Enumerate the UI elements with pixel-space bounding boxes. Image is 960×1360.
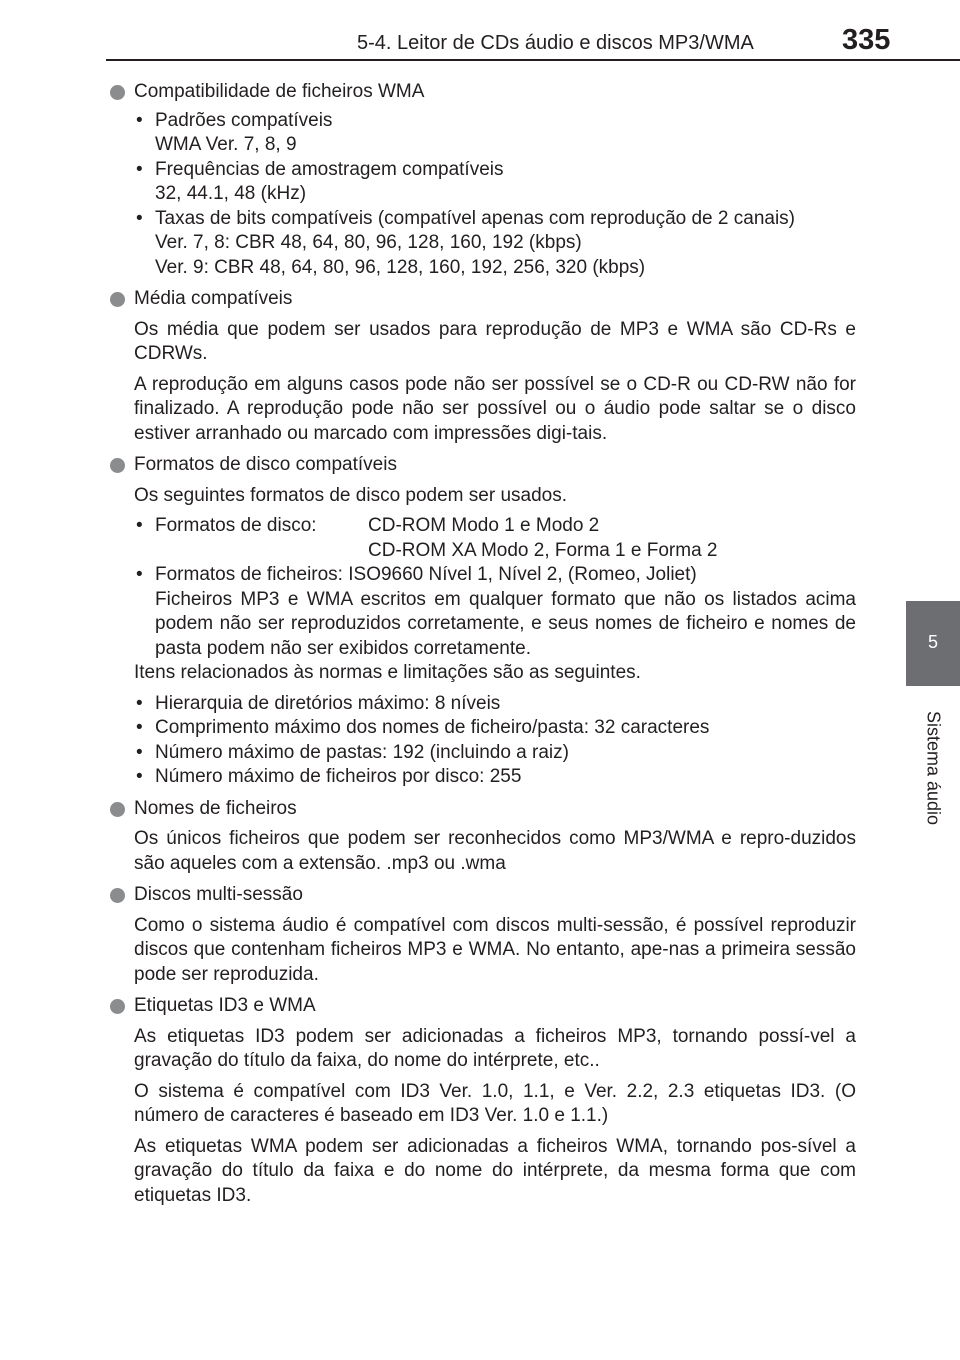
section-heading: Formatos de disco compatíveis bbox=[108, 453, 856, 478]
list-item bbox=[134, 514, 856, 563]
format-list bbox=[108, 514, 856, 661]
bullet-icon: • bbox=[136, 717, 143, 738]
section-multisession bbox=[108, 883, 856, 987]
bullet-icon: • bbox=[136, 564, 143, 585]
paragraph: O sistema é compatível com ID3 Ver. 1.0, 1.1, e Ver. 2.2, 2.3 etiquetas ID3. (O número de caracteres é baseado em ID3 Ver. 1.0 e 1.1.) bbox=[134, 1080, 856, 1126]
page-number: 335 bbox=[842, 24, 891, 56]
page-content bbox=[108, 80, 856, 1215]
list-item: • Formatos de ficheiros: ISO9660 Nível 1, Nível 2, (Romeo, Joliet) Ficheiros MP3 e WMA escritos em qualquer formato que não os listados acima podem não ser reproduzidos corretamente, e seus nomes de ficheiro e nomes de pasta podem não ser exibidos corretamente. bbox=[136, 564, 856, 659]
section-wma-compatibility bbox=[108, 80, 856, 280]
paragraph: A reprodução em alguns casos pode não ser possível se o CD-R ou CD-RW não for finalizado. A reprodução pode não ser possível ou o áudio pode saltar se o disco estiver arranhado ou marcado com impressões digi-tais. bbox=[134, 373, 856, 444]
paragraph: Os seguintes formatos de disco podem ser usados. bbox=[134, 484, 568, 506]
paragraph: Itens relacionados às normas e limitações são as seguintes. bbox=[134, 662, 641, 683]
bullet-dot-icon bbox=[110, 85, 125, 100]
paragraph: Os únicos ficheiros que podem ser reconhecidos como MP3/WMA e repro-duzidos são aqueles com a extensão. .mp3 ou .wma bbox=[134, 828, 856, 874]
section-heading: Nomes de ficheiros bbox=[108, 797, 856, 822]
section-heading: Discos multi-sessão bbox=[108, 883, 856, 908]
chapter-tab bbox=[906, 601, 960, 686]
section-heading: Compatibilidade de ficheiros WMA bbox=[108, 80, 856, 105]
disc-format-label: Formatos de disco: bbox=[155, 515, 317, 536]
header-divider bbox=[106, 59, 960, 61]
page-header bbox=[0, 0, 960, 60]
disc-format-value: CD-ROM XA Modo 2, Forma 1 e Forma 2 bbox=[368, 539, 718, 561]
paragraph: Os média que podem ser usados para reprodução de MP3 e WMA são CD-Rs e CDRWs. bbox=[134, 318, 856, 364]
paragraph: As etiquetas ID3 podem ser adicionadas a ficheiros MP3, tornando possí-vel a gravação do título da faixa, do nome do intérprete, etc.. bbox=[134, 1025, 856, 1071]
chapter-number: 5 bbox=[927, 632, 938, 652]
bullet-dot-icon bbox=[110, 802, 125, 817]
paragraph: As etiquetas WMA podem ser adicionadas a ficheiros WMA, tornando pos-sível a gravação do título da faixa e do nome do intérprete, da mesma forma que com etiquetas ID3. bbox=[134, 1135, 856, 1206]
paragraph: Como o sistema áudio é compatível com discos multi-sessão, é possível reproduzir discos que contenham ficheiros MP3 e WMA. No entanto, ape-nas a primeira sessão pode ser reproduzida. bbox=[134, 914, 856, 985]
section-heading: Média compatíveis bbox=[108, 287, 856, 312]
list-item: • Número máximo de pastas: 192 (incluindo a raiz) bbox=[134, 741, 856, 766]
list-item: • Hierarquia de diretórios máximo: 8 níveis bbox=[134, 692, 856, 717]
section-compatible-media bbox=[108, 287, 856, 446]
bullet-dot-icon bbox=[110, 458, 125, 473]
section-heading: Etiquetas ID3 e WMA bbox=[108, 994, 856, 1019]
section-disc-formats bbox=[108, 453, 856, 790]
limits-list bbox=[108, 692, 856, 790]
chapter-label: Sistema áudio bbox=[923, 710, 944, 826]
bullet-icon: • bbox=[136, 158, 143, 180]
section-id3-wma-tags bbox=[108, 994, 856, 1208]
bullet-icon: • bbox=[136, 741, 143, 763]
bullet-icon: • bbox=[136, 766, 143, 787]
wma-spec-list bbox=[108, 109, 856, 281]
bullet-dot-icon bbox=[110, 999, 125, 1014]
disc-format-value: CD-ROM Modo 1 e Modo 2 bbox=[368, 515, 600, 536]
bullet-dot-icon bbox=[110, 888, 125, 903]
section-title: 5-4. Leitor de CDs áudio e discos MP3/WMA bbox=[357, 32, 754, 54]
bullet-icon: • bbox=[136, 692, 143, 714]
list-item: • Frequências de amostragem compatíveis 32, 44.1, 48 (kHz) bbox=[136, 158, 504, 204]
bullet-icon: • bbox=[136, 109, 143, 131]
bullet-dot-icon bbox=[110, 292, 125, 307]
list-item: • Taxas de bits compatíveis (compatível apenas com reprodução de 2 canais) Ver. 7, 8: CBR 48, 64, 80, 96, 128, 160, 192 (kbps) Ver. 9: CBR 48, 64, 80, 96, 128, 160, 192, 256, 320 (kbps) bbox=[136, 207, 795, 278]
list-item: • Padrões compatíveis WMA Ver. 7, 8, 9 bbox=[136, 109, 333, 155]
bullet-icon: • bbox=[136, 515, 143, 536]
list-item: • Número máximo de ficheiros por disco: 255 bbox=[134, 765, 856, 790]
list-item: • Comprimento máximo dos nomes de ficheiro/pasta: 32 caracteres bbox=[134, 716, 856, 741]
section-file-names bbox=[108, 797, 856, 877]
bullet-icon: • bbox=[136, 207, 143, 229]
